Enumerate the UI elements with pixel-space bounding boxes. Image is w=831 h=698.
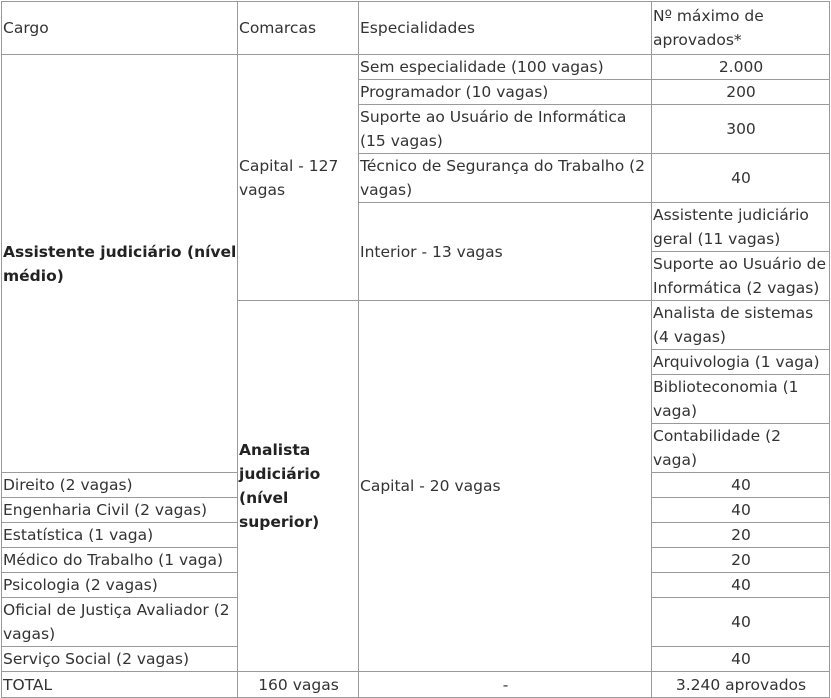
especialidade: Técnico de Segurança do Trabalho (2 vagas): [359, 154, 652, 203]
especialidade: Contabilidade (2 vaga): [652, 424, 830, 473]
especialidade: Psicologia (2 vagas): [2, 573, 238, 598]
cargo-assistente: Assistente judiciário (nível médio): [2, 55, 238, 473]
header-row: [2, 2, 830, 55]
table-row: [2, 55, 830, 80]
especialidade: Arquivologia (1 vaga): [652, 350, 830, 375]
total-especialidades: -: [359, 672, 652, 698]
especialidade: Direito (2 vagas): [2, 473, 238, 498]
header-cargo: Cargo: [2, 2, 238, 55]
comarca-assistente-capital: Capital - 127 vagas: [238, 55, 359, 301]
header-maximo-aprovados: Nº máximo de aprovados*: [652, 2, 830, 55]
cargo-analista: Analista judiciário (nível superior): [238, 301, 359, 672]
especialidade: Programador (10 vagas): [359, 80, 652, 105]
especialidade: Serviço Social (2 vagas): [2, 647, 238, 672]
especialidade: Biblioteconomia (1 vaga): [652, 375, 830, 424]
total-label: TOTAL: [2, 672, 238, 698]
maximo-aprovados: 40: [652, 498, 830, 523]
maximo-aprovados: 40: [652, 573, 830, 598]
maximo-aprovados: 40: [652, 647, 830, 672]
especialidade: Engenharia Civil (2 vagas): [2, 498, 238, 523]
especialidade: Suporte ao Usuário de Informática (2 vagas): [652, 252, 830, 301]
maximo-aprovados: 20: [652, 548, 830, 573]
especialidade: Oficial de Justiça Avaliador (2 vagas): [2, 598, 238, 647]
especialidade: Suporte ao Usuário de Informática (15 vagas): [359, 105, 652, 154]
comarca-analista-capital: Capital - 20 vagas: [359, 301, 652, 672]
maximo-aprovados: 40: [652, 598, 830, 647]
header-especialidades: Especialidades: [359, 2, 652, 55]
total-aprovados: 3.240 aprovados: [652, 672, 830, 698]
maximo-aprovados: 20: [652, 523, 830, 548]
maximo-aprovados: 300: [652, 105, 830, 154]
especialidade: Analista de sistemas (4 vagas): [652, 301, 830, 350]
maximo-aprovados: 40: [652, 473, 830, 498]
maximo-aprovados: 40: [652, 154, 830, 203]
maximo-aprovados: 2.000: [652, 55, 830, 80]
comarca-assistente-interior: Interior - 13 vagas: [359, 203, 652, 301]
total-vagas: 160 vagas: [238, 672, 359, 698]
maximo-aprovados: 200: [652, 80, 830, 105]
especialidade: Médico do Trabalho (1 vaga): [2, 548, 238, 573]
especialidade: Assistente judiciário geral (11 vagas): [652, 203, 830, 252]
especialidade: Sem especialidade (100 vagas): [359, 55, 652, 80]
header-comarcas: Comarcas: [238, 2, 359, 55]
especialidade: Estatística (1 vaga): [2, 523, 238, 548]
vacancies-table: [1, 1, 830, 698]
total-row: [2, 672, 830, 698]
